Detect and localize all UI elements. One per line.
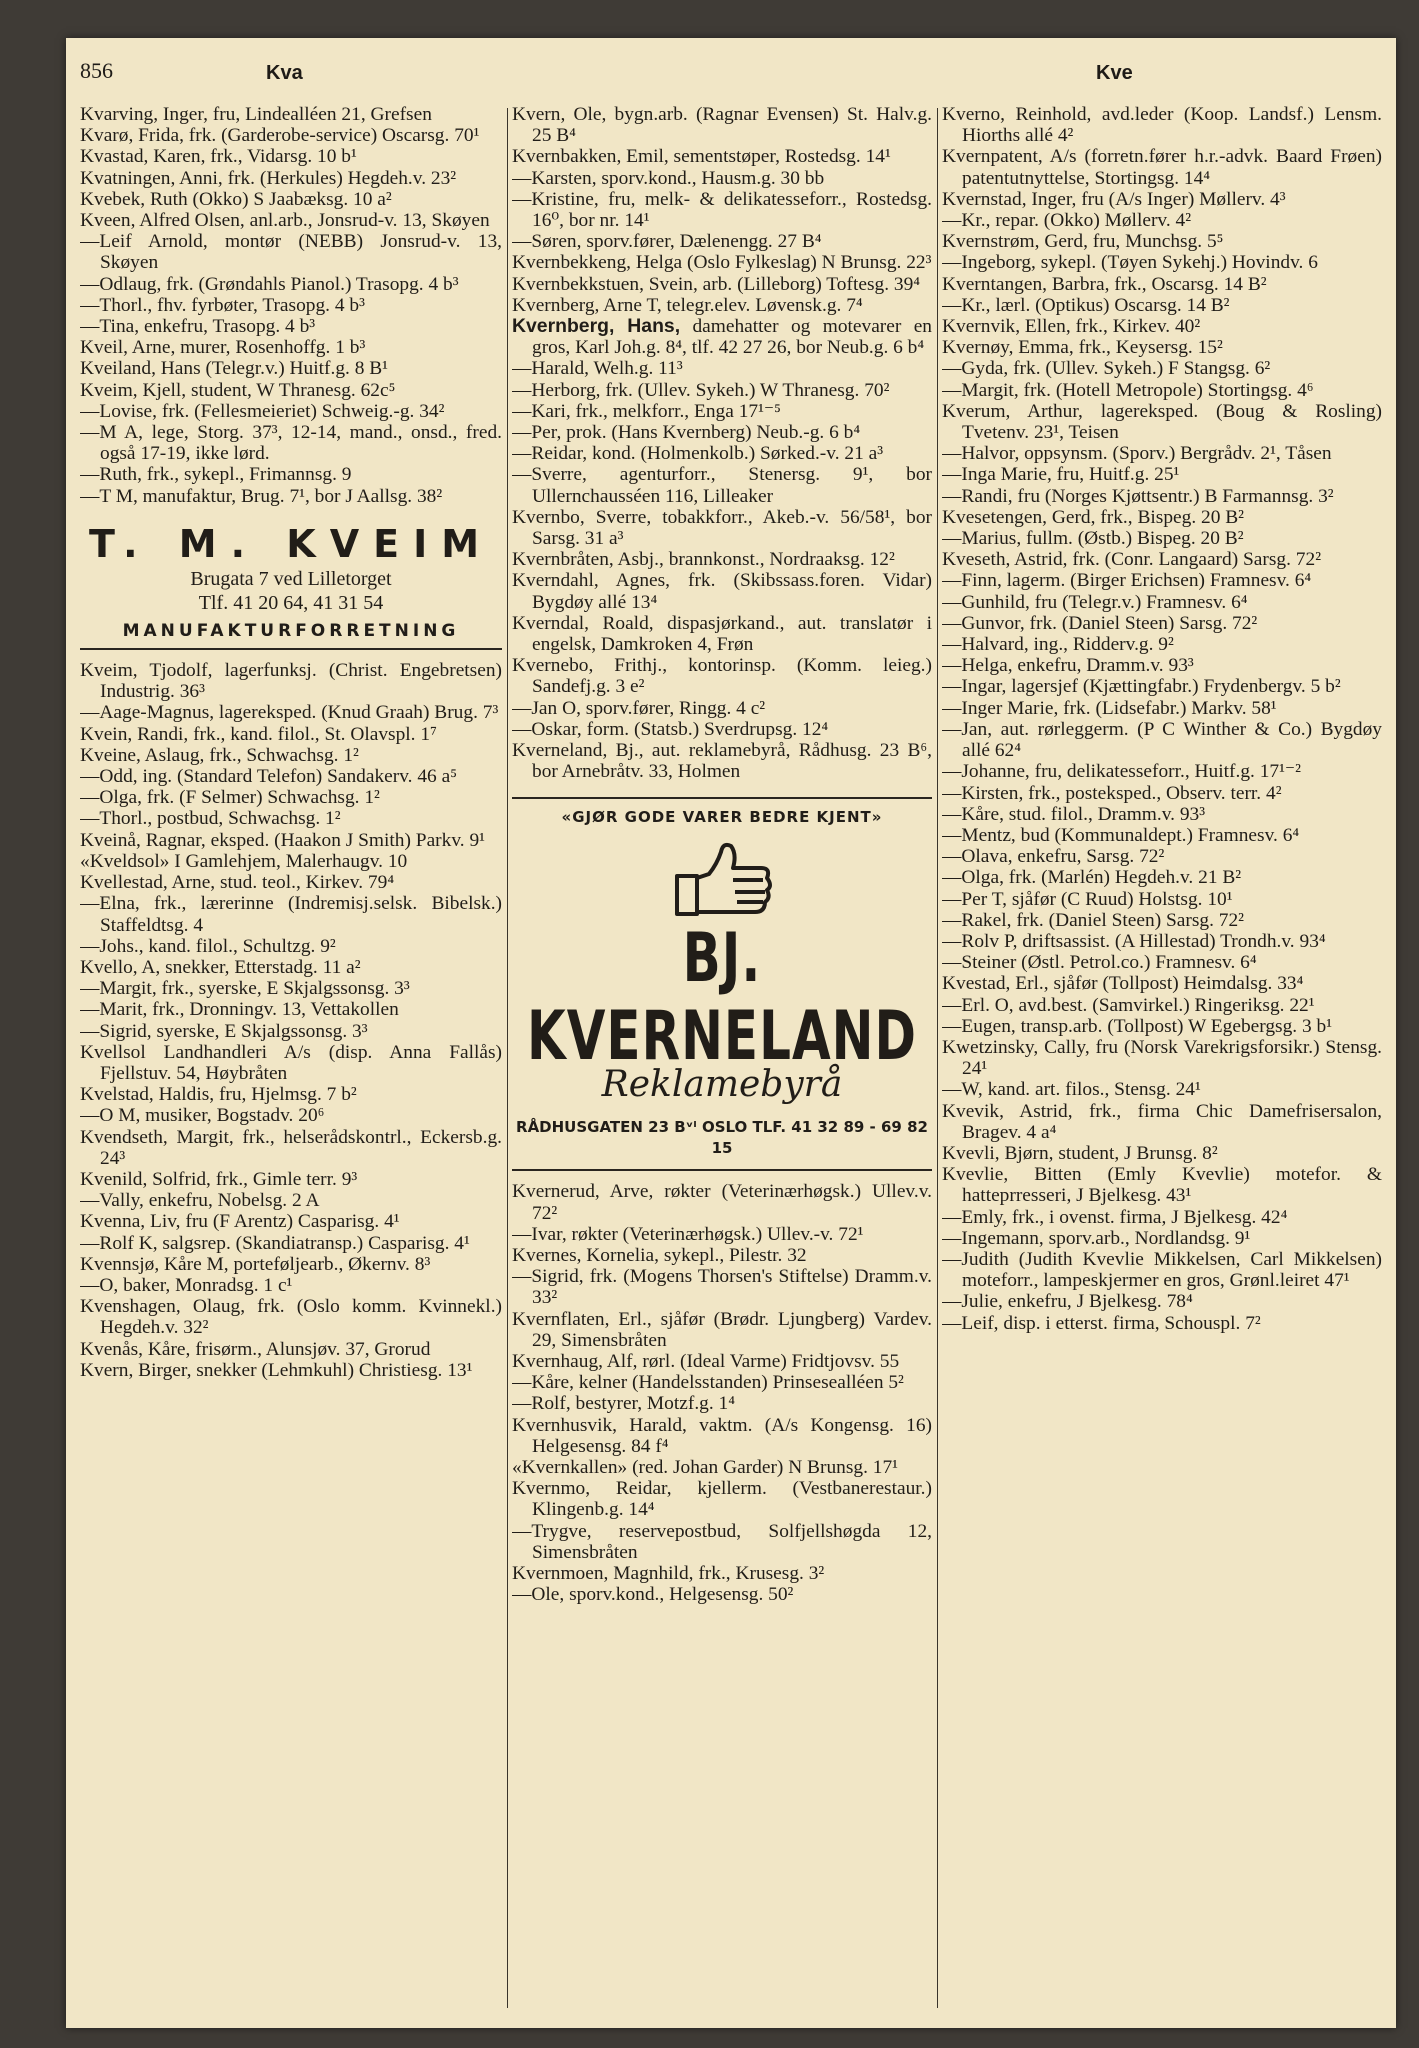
directory-entry: Kveine, Aslaug, frk., Schwachsg. 1² — [80, 744, 359, 766]
directory-entry: —Kirsten, frk., posteksped., Observ. terr. 4² — [942, 782, 1282, 804]
page-number: 856 — [80, 58, 113, 83]
directory-entry: —Johs., kand. filol., Schultzg. 9² — [80, 935, 336, 957]
directory-entry: —Jan, aut. rørleggerm. (P C Winther & Co.) Bygdøy allé 62⁴ — [942, 718, 1382, 762]
directory-entry: —Ingeborg, sykepl. (Tøyen Sykehj.) Hovindv. 6 — [942, 252, 1318, 274]
directory-entry: —Odd, ing. (Standard Telefon) Sandakerv. 46 a⁵ — [80, 766, 457, 788]
directory-entry: —Per T, sjåfør (C Ruud) Holstsg. 10¹ — [942, 888, 1233, 910]
directory-entry: —Vally, enkefru, Nobelsg. 2 A — [80, 1190, 320, 1212]
directory-entry: —Per, prok. (Hans Kvernberg) Neub.-g. 6 b⁴ — [512, 422, 861, 444]
directory-entry: Kvenås, Kåre, frisørm., Alunsjøv. 37, Grorud — [80, 1338, 431, 1360]
directory-entry: —Sverre, agenturforr., Stenersg. 9¹, bor Ullernchausséen 116, Lilleaker — [512, 464, 932, 507]
directory-entry: —Rolf K, salgsrep. (Skandiatransp.) Casparisg. 4¹ — [80, 1232, 470, 1254]
directory-entry: —Søren, sporv.fører, Dælenengg. 27 B⁴ — [512, 231, 822, 253]
directory-entry: «Kveldsol» I Gamlehjem, Malerhaugv. 10 — [80, 850, 408, 872]
directory-entry: —Leif, disp. i etterst. firma, Schouspl. 7² — [942, 1312, 1261, 1334]
directory-entry: —Inger Marie, frk. (Lidsefabr.) Markv. 58¹ — [942, 697, 1277, 719]
directory-entry: Kvendseth, Margit, frk., helserådskontrl., Eckersb.g. 24³ — [80, 1126, 502, 1169]
directory-entry: —Rakel, frk. (Daniel Steen) Sarsg. 72² — [942, 909, 1244, 931]
directory-entry: —Steiner (Østl. Petrol.co.) Framnesv. 6⁴ — [942, 952, 1257, 974]
directory-entry: —M A, lege, Storg. 37³, 12-14, mand., onsd., fred. også 17-19, ikke lørd. — [80, 422, 502, 465]
directory-entry: Kvenild, Solfrid, frk., Gimle terr. 9³ — [80, 1168, 358, 1190]
directory-entry: —Herborg, frk. (Ullev. Sykeh.) W Thranesg. 70² — [512, 379, 890, 401]
directory-entry: Kveim, Tjodolf, lagerfunksj. (Christ. Engebretsen) Industrig. 36³ — [80, 660, 502, 703]
directory-entry: —Judith (Judith Kvevlie Mikkelsen, Carl Mikkelsen) moteforr., lampeskjermer en gros, Grønl.leiret 47¹ — [942, 1248, 1382, 1292]
thumbs-up-icon — [667, 840, 777, 920]
column-3 — [942, 104, 1382, 2014]
directory-entry: Kvernbekkeng, Helga (Oslo Fylkeslag) N Brunsg. 22³ — [512, 252, 932, 274]
directory-entry: —O, baker, Monradsg. 1 c¹ — [80, 1274, 293, 1296]
entry-list — [512, 1181, 932, 1605]
directory-entry: Kvernbo, Sverre, tobakkforr., Akeb.-v. 56/58¹, bor Sarsg. 31 a³ — [512, 506, 932, 550]
directory-entry: Kvevik, Astrid, frk., firma Chic Damefrisersalon, Bragev. 4 a⁴ — [942, 1100, 1382, 1143]
directory-entry: Kvevli, Bjørn, student, J Brunsg. 8² — [942, 1142, 1218, 1164]
directory-entry: Kvern, Birger, snekker (Lehmkuhl) Christiesg. 13¹ — [80, 1359, 473, 1381]
directory-entry: —Kristine, fru, melk- & delikatesseforr., Rostedsg. 16⁰, bor nr. 14¹ — [512, 188, 932, 232]
directory-entry: —Julie, enkefru, J Bjelkesg. 78⁴ — [942, 1291, 1193, 1313]
directory-entry: —Gyda, frk. (Ullev. Sykeh.) F Stangsg. 6² — [942, 358, 1271, 380]
directory-entry: —W, kand. art. filos., Stensg. 24¹ — [942, 1079, 1201, 1101]
directory-entry: Kverum, Arthur, lagereksped. (Boug & Rosling) Tvetenv. 23¹, Teisen — [942, 400, 1382, 444]
directory-entry: Kvernerud, Arve, røkter (Veterinærhøgsk.) Ullev.v. 72² — [512, 1181, 932, 1224]
directory-entry: —Kari, frk., melkforr., Enga 17¹⁻⁵ — [512, 400, 781, 422]
directory-entry: Kvarø, Frida, frk. (Garderobe-service) Oscarsg. 70¹ — [80, 125, 480, 147]
directory-entry: Kvernstad, Inger, fru (A/s Inger) Møllerv. 4³ — [942, 188, 1286, 210]
directory-entry: Kverno, Reinhold, avd.leder (Koop. Landsf.) Lensm. Hiorths allé 4² — [942, 104, 1382, 147]
running-head-left: Kva — [266, 62, 303, 84]
directory-entry: —Harald, Welh.g. 11³ — [512, 358, 683, 380]
directory-entry: Kvenna, Liv, fru (F Arentz) Casparisg. 4¹ — [80, 1211, 400, 1233]
entry-list — [80, 104, 502, 507]
directory-entry: Kveen, Alfred Olsen, anl.arb., Jonsrud-v. 13, Skøyen — [80, 210, 490, 232]
directory-entry: Kvellestad, Arne, stud. teol., Kirkev. 79⁴ — [80, 872, 395, 894]
directory-entry: —Marit, frk., Dronningv. 13, Vettakollen — [80, 999, 399, 1021]
directory-entry: Kvernes, Kornelia, sykepl., Pilestr. 32 — [512, 1244, 807, 1266]
directory-entry: —Halvard, ing., Ridderv.g. 9² — [942, 634, 1174, 656]
entry-list — [80, 660, 502, 1381]
page-header — [66, 56, 1396, 96]
directory-entry: Kverneland, Bj., aut. reklamebyrå, Rådhusg. 23 B⁶, bor Arnebråtv. 33, Holmen — [512, 740, 932, 783]
directory-entry: Kvernvik, Ellen, frk., Kirkev. 40² — [942, 316, 1201, 338]
directory-entry: Kvernøy, Emma, frk., Keysersg. 15² — [942, 337, 1223, 359]
directory-entry: —Halvor, oppsynsm. (Sporv.) Bergrådv. 2¹, Tåsen — [942, 443, 1332, 465]
directory-entry: —Sigrid, frk. (Mogens Thorsen's Stiftelse) Dramm.v. 33² — [512, 1266, 932, 1309]
directory-entry: —Thorl., postbud, Schwachsg. 1² — [80, 808, 341, 830]
column-2 — [512, 104, 932, 2014]
directory-entry: —Emly, frk., i ovenst. firma, J Bjelkesg. 42⁴ — [942, 1206, 1288, 1228]
directory-entry: Kvein, Randi, frk., kand. filol., St. Olavspl. 1⁷ — [80, 723, 437, 745]
directory-entry: Kvastad, Karen, frk., Vidarsg. 10 b¹ — [80, 146, 357, 168]
entry-list — [512, 358, 932, 782]
directory-entry: Kvernebo, Frithj., kontorinsp. (Komm. leieg.) Sandefj.g. 3 e² — [512, 655, 932, 698]
column-1 — [80, 104, 502, 2014]
directory-entry: —Ingar, lagersjef (Kjættingfabr.) Frydenbergv. 5 b² — [942, 676, 1341, 698]
directory-entry: Kvernhusvik, Harald, vaktm. (A/s Kongensg. 16) Helgesensg. 84 f⁴ — [512, 1414, 932, 1457]
directory-entry: —Elna, frk., lærerinne (Indremisj.selsk. Bibelsk.) Staffeldtsg. 4 — [80, 893, 502, 936]
directory-entry: —Kåre, stud. filol., Dramm.v. 93³ — [942, 803, 1206, 825]
directory-entry: —Odlaug, frk. (Grøndahls Pianol.) Trasopg. 4 b³ — [80, 273, 459, 295]
directory-entry: —Kr., repar. (Okko) Møllerv. 4² — [942, 210, 1192, 232]
directory-entry: Kvernstrøm, Gerd, fru, Munchsg. 5⁵ — [942, 231, 1224, 253]
directory-entry: —Trygve, reservepostbud, Solfjellshøgda 12, Simensbråten — [512, 1520, 932, 1563]
directory-entry: Kvenshagen, Olaug, frk. (Oslo komm. Kvinnekl.) Hegdeh.v. 32² — [80, 1296, 502, 1339]
directory-entry: Kvernflaten, Erl., sjåfør (Brødr. Ljungberg) Vardev. 29, Simensbråten — [512, 1308, 932, 1351]
directory-entry: Kvernpatent, A/s (forretn.fører h.r.-advk. Baard Frøen) patentutnyttelse, Stortingsg. 14⁴ — [942, 146, 1382, 189]
kverneland-advertisement — [512, 797, 932, 1172]
directory-entry: Kvarving, Inger, fru, Lindealléen 21, Grefsen — [80, 104, 432, 125]
directory-entry: —T M, manufaktur, Brug. 7¹, bor J Aallsg. 38² — [80, 485, 443, 507]
directory-entry: —Randi, fru (Norges Kjøttsentr.) B Farmannsg. 3² — [942, 485, 1334, 507]
directory-entry: —O M, musiker, Bogstadv. 20⁶ — [80, 1105, 325, 1127]
directory-entry: Kvebek, Ruth (Okko) S Jaabæksg. 10 a² — [80, 188, 392, 210]
directory-entry: —Lovise, frk. (Fellesmeieriet) Schweig.-g. 34² — [80, 400, 445, 422]
directory-entry: Kvello, A, snekker, Etterstadg. 11 a² — [80, 956, 361, 978]
directory-entry: —Sigrid, syerske, E Skjalgssonsg. 3³ — [80, 1020, 368, 1042]
directory-entry: —Helga, enkefru, Dramm.v. 93³ — [942, 655, 1194, 677]
directory-entry: Kvern, Ole, bygn.arb. (Ragnar Evensen) St. Halv.g. 25 B⁴ — [512, 104, 932, 147]
directory-entry: Kvevlie, Bitten (Emly Kvevlie) motefor. & hatteprresseri, J Bjelkesg. 43¹ — [942, 1164, 1382, 1207]
directory-entry: —Gunvor, frk. (Daniel Steen) Sarsg. 72² — [942, 612, 1258, 634]
directory-entry: —Ivar, røkter (Veterinærhøgsk.) Ullev.-v. 72¹ — [512, 1223, 864, 1245]
directory-entry: —Oskar, form. (Statsb.) Sverdrupsg. 12⁴ — [512, 718, 829, 740]
directory-entry: Kwetzinsky, Cally, fru (Norsk Varekrigsforsikr.) Stensg. 24¹ — [942, 1036, 1382, 1080]
directory-entry: —Gunhild, fru (Telegr.v.) Framnesv. 6⁴ — [942, 591, 1248, 613]
directory-entry: Kveseth, Astrid, frk. (Conr. Langaard) Sarsg. 72² — [942, 549, 1322, 571]
directory-entry: —Olga, frk. (F Selmer) Schwachsg. 1² — [80, 787, 380, 809]
directory-entry: Kvennsjø, Kåre M, porteføljearb., Økernv. 8³ — [80, 1253, 431, 1275]
directory-entry: —Erl. O, avd.best. (Samvirkel.) Ringeriksg. 22¹ — [942, 994, 1315, 1016]
directory-entry: —Kr., lærl. (Optikus) Oscarsg. 14 B² — [942, 294, 1230, 316]
directory-entry: —Mentz, bud (Kommunaldept.) Framnesv. 6⁴ — [942, 824, 1300, 846]
directory-entry: —Inga Marie, fru, Huitf.g. 25¹ — [942, 464, 1180, 486]
directory-entry: —Jan O, sporv.fører, Ringg. 4 c² — [512, 697, 766, 719]
directory-entry: Kveim, Kjell, student, W Thranesg. 62c⁵ — [80, 379, 396, 401]
directory-entry: Kveil, Arne, murer, Rosenhoffg. 1 b³ — [80, 337, 366, 359]
directory-entry: —Margit, frk. (Hotell Metropole) Stortingsg. 4⁶ — [942, 379, 1314, 401]
directory-entry — [512, 316, 932, 358]
directory-entry: —Rolv P, driftsassist. (A Hillestad) Trondh.v. 93⁴ — [942, 930, 1326, 952]
directory-entry: Kvesetengen, Gerd, frk., Bispeg. 20 B² — [942, 506, 1244, 528]
directory-entry: Kverndahl, Agnes, frk. (Skibssass.foren. Vidar) Bygdøy allé 13⁴ — [512, 570, 932, 613]
directory-entry: —Ruth, frk., sykepl., Frimannsg. 9 — [80, 464, 352, 486]
directory-entry: Kveinå, Ragnar, eksped. (Haakon J Smith) Parkv. 9¹ — [80, 829, 485, 851]
directory-entry: —Olga, frk. (Marlén) Hegdeh.v. 21 B² — [942, 867, 1242, 889]
directory-entry: Kvernmo, Reidar, kjellerm. (Vestbanerestaur.) Klingenb.g. 14⁴ — [512, 1478, 932, 1521]
column-divider — [507, 108, 508, 2008]
directory-entry: —Marius, fullm. (Østb.) Bispeg. 20 B² — [942, 528, 1244, 550]
directory-entry: Kvernbakken, Emil, sementstøper, Rostedsg. 14¹ — [512, 146, 891, 168]
directory-entry: Kvellsol Landhandleri A/s (disp. Anna Fallås) Fjellstuv. 54, Høybråten — [80, 1041, 502, 1084]
directory-entry: Kvelstad, Haldis, fru, Hjelmsg. 7 b² — [80, 1084, 357, 1106]
directory-entry: —Ole, sporv.kond., Helgesensg. 50² — [512, 1584, 794, 1606]
directory-entry: —Finn, lagerm. (Birger Erichsen) Framnesv. 6⁴ — [942, 570, 1312, 592]
directory-entry: —Leif Arnold, montør (NEBB) Jonsrud-v. 13, Skøyen — [80, 231, 502, 274]
ad-address: Brugata 7 ved Lilletorget — [190, 567, 392, 590]
directory-entry: Kverntangen, Barbra, frk., Oscarsg. 14 B² — [942, 273, 1267, 295]
directory-entry: «Kvernkallen» (red. Johan Garder) N Brunsg. 17¹ — [512, 1456, 898, 1478]
running-head-right: Kve — [1096, 62, 1133, 84]
directory-entry: —Reidar, kond. (Holmenkolb.) Sørked.-v. 21 a³ — [512, 443, 884, 465]
directory-entry: Kvernberg, Arne T, telegr.elev. Løvensk.g. 7⁴ — [512, 294, 863, 316]
directory-entry: Kvatningen, Anni, frk. (Herkules) Hegdeh.v. 23² — [80, 167, 457, 189]
directory-entry: —Rolf, bestyrer, Motzf.g. 1⁴ — [512, 1393, 736, 1415]
directory-entry: —Eugen, transp.arb. (Tollpost) W Egebergsg. 3 b¹ — [942, 1015, 1333, 1037]
ad-subtitle: Reklamebyrå — [601, 1063, 843, 1105]
directory-entry: —Kåre, kelner (Handelsstanden) Prinsesealléen 5² — [512, 1372, 904, 1394]
directory-entry: —Tina, enkefru, Trasopg. 4 b³ — [80, 316, 316, 338]
directory-entry: —Thorl., fhv. fyrbøter, Trasopg. 4 b³ — [80, 294, 365, 316]
ad-phone: Tlf. 41 20 64, 41 31 54 — [198, 591, 384, 614]
ad-brand-name: BJ. KVERNELAND — [526, 918, 917, 1076]
ad-slogan: «GJØR GODE VARER BEDRE KJENT» — [561, 807, 883, 826]
directory-entry: Kvernmoen, Magnhild, frk., Krusesg. 3² — [512, 1562, 825, 1584]
column-divider — [937, 108, 938, 2008]
ad-address: RÅDHUSGATEN 23 Bᵛᴵ OSLO TLF. 41 32 89 - 69 82 15 — [516, 1117, 928, 1158]
entry-text: damehatter og motevarer en gros, Karl Joh.g. 8⁴, tlf. 42 27 26, bor Neub.g. 6 b⁴ — [532, 316, 932, 359]
directory-entry: —Olava, enkefru, Sarsg. 72² — [942, 846, 1165, 868]
directory-entry: Kverndal, Roald, dispasjørkand., aut. translatør i engelsk, Damkroken 4, Frøn — [512, 612, 932, 656]
entry-list — [512, 104, 932, 316]
ad-trade: MANUFAKTURFORRETNING — [122, 620, 460, 641]
directory-entry: Kveiland, Hans (Telegr.v.) Huitf.g. 8 B¹ — [80, 358, 388, 380]
directory-entry: —Ingemann, sporv.arb., Nordlandsg. 9¹ — [942, 1227, 1251, 1249]
directory-entry: —Johanne, fru, delikatesseforr., Huitf.g. 17¹⁻² — [942, 761, 1301, 783]
directory-entry: Kvernbråten, Asbj., brannkonst., Nordraaksg. 12² — [512, 549, 895, 571]
directory-entry: —Karsten, sporv.kond., Hausm.g. 30 bb — [512, 167, 825, 189]
directory-page — [66, 38, 1396, 2028]
entry-list — [942, 104, 1382, 1334]
directory-entry: Kvernhaug, Alf, rørl. (Ideal Varme) Fridtjovsv. 55 — [512, 1350, 900, 1372]
directory-entry: Kvestad, Erl., sjåfør (Tollpost) Heimdalsg. 33⁴ — [942, 973, 1304, 995]
directory-entry: —Margit, frk., syerske, E Skjalgssonsg. 3³ — [80, 978, 410, 1000]
entry-bold-name: Kvernberg, Hans, — [512, 315, 681, 338]
ad-company-name: T. M. KVEIM — [88, 521, 494, 566]
directory-entry: Kvernbekkstuen, Svein, arb. (Lilleborg) Toftesg. 39⁴ — [512, 273, 921, 295]
directory-entry: —Aage-Magnus, lagereksped. (Knud Graah) Brug. 7³ — [80, 702, 499, 724]
kveim-advertisement — [80, 521, 502, 650]
